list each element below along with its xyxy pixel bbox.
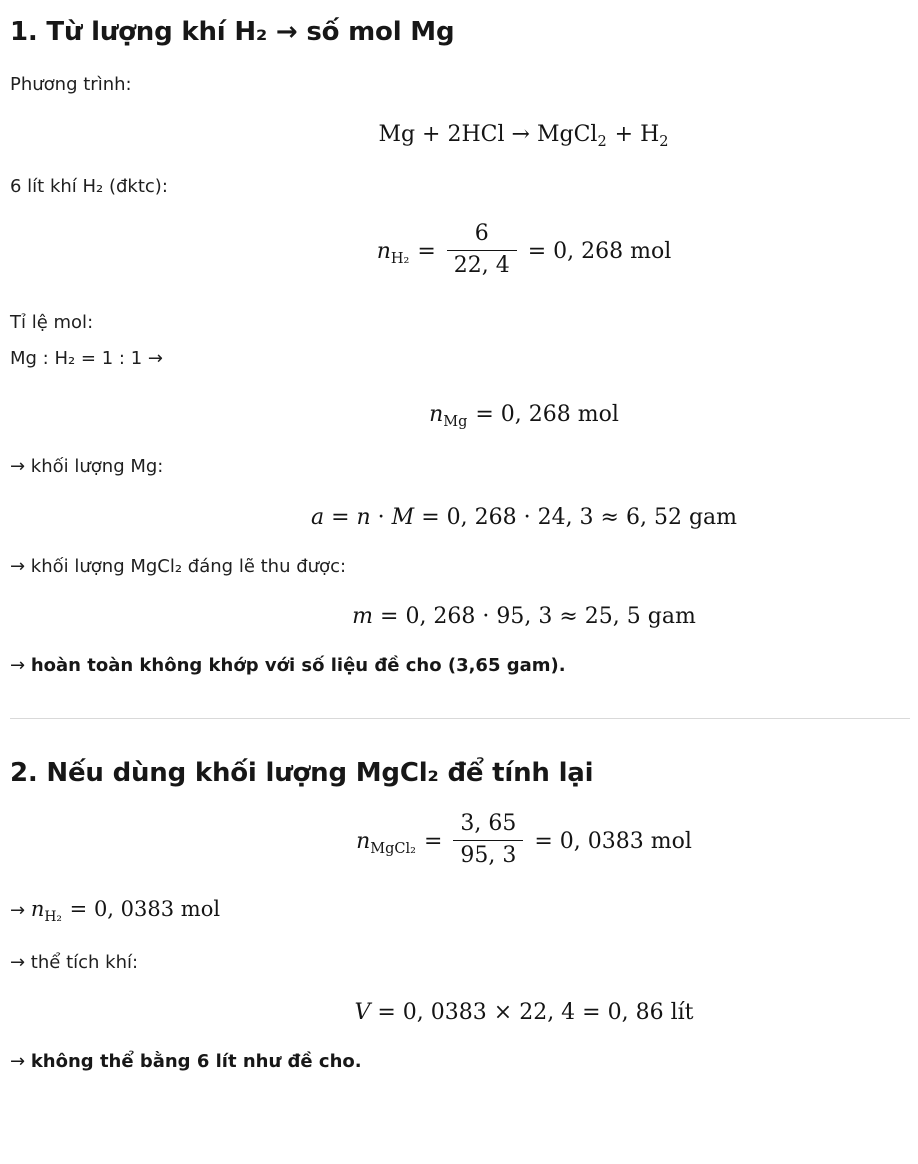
equation-reaction: Mg + 2HCl → MgCl$_2$ + $H_2$ [378, 121, 669, 150]
mass-mgcl2-label: → khối lượng MgCl₂ đáng lẽ thu được: [10, 556, 347, 578]
volume-label: → thể tích khí: [10, 952, 139, 974]
section-divider [10, 718, 910, 719]
given-volume-line: 6 lít khí H₂ (đktc): [10, 176, 168, 198]
equation-mol-h2-inline: $n_{H_2} = 0$, 0383 mol [30, 897, 221, 926]
section-1-conclusion [10, 655, 910, 676]
equation-mol-mgcl2: $n_{MgCl_2}$ = $\frac{3, 65}{95, 3}$ = 0, 0383 mol [356, 811, 692, 868]
conclusion-text: không thể bằng 6 lít như đề cho. [30, 1050, 362, 1072]
mole-ratio-block [10, 305, 910, 377]
equation-mol-h2: $n_{H_2}$ = $\frac{6}{22, 4}$ = 0, 268 mol [376, 221, 672, 278]
arrow-glyph: → [10, 900, 31, 922]
section-2-heading: 2. Nếu dùng khối lượng MgCl₂ để tính lại [10, 757, 594, 788]
equation-mass-mg: a = n · M = 0, 268 · 24, 3 ≈ 6, 52 gam [310, 504, 738, 530]
equation-mol-mg: $n_{Mg} = 0$, 268 mol [429, 402, 619, 431]
equation-label: Phương trình: [10, 73, 132, 95]
section-2 [10, 757, 910, 1072]
section-1 [10, 16, 910, 676]
mol-h2-inline-line [10, 897, 910, 925]
equation-volume: V = 0, 0383 × 22, 4 = 0, 86 lít [354, 1000, 694, 1026]
mass-mg-label: → khối lượng Mg: [10, 456, 164, 478]
mole-ratio-line: Mg : H₂ = 1 : 1 → [10, 348, 163, 370]
mole-ratio-label: Tỉ lệ mol: [10, 312, 94, 334]
conclusion-text: hoàn toàn không khớp với số liệu đề cho (3,65 gam). [30, 654, 566, 676]
section-1-heading: 1. Từ lượng khí H₂ → số mol Mg [10, 17, 455, 47]
equation-mass-mgcl2: m = 0, 268 · 95, 3 ≈ 25, 5 gam [352, 604, 696, 630]
section-2-conclusion [10, 1051, 910, 1072]
arrow-glyph: → [10, 654, 26, 676]
arrow-glyph: → [10, 1050, 26, 1072]
